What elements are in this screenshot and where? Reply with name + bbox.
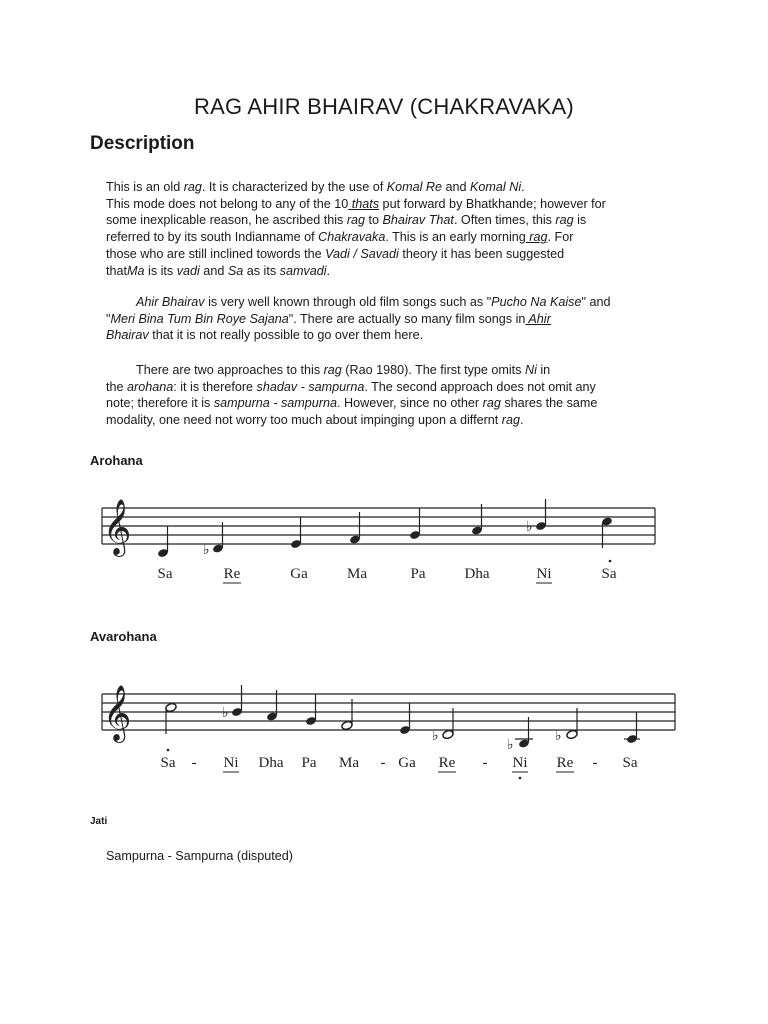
description-heading: Description (90, 133, 195, 154)
arohana-note-ga (290, 517, 302, 549)
svg-text:♭: ♭ (203, 542, 210, 558)
avarohana-note-ni-low (507, 717, 533, 753)
treble-clef-icon: 𝄞 (103, 685, 132, 741)
avarohana-label-re: Re (438, 755, 456, 771)
arohana-staff (85, 482, 680, 594)
arohana-label-sa: Sa (157, 566, 173, 582)
avarohana-label-ga: Ga (398, 755, 416, 771)
avarohana-label-dash-1: - (191, 755, 197, 771)
avarohana-note-sa-low (624, 712, 640, 744)
avarohana-label-re-2: Re (556, 755, 574, 771)
avarohana-label-dash-2: - (380, 755, 386, 771)
svg-text:♭: ♭ (555, 728, 562, 744)
arohana-heading: Arohana (90, 453, 143, 468)
avarohana-note-ga (399, 703, 411, 735)
arohana-label-pa: Pa (410, 566, 426, 582)
svg-text:♭: ♭ (222, 705, 229, 721)
arohana-note-pa (409, 508, 421, 540)
avarohana-heading: Avarohana (90, 629, 157, 644)
treble-clef-icon: 𝄞 (103, 499, 132, 555)
arohana-note-re (203, 522, 224, 558)
arohana-label-ni: Ni (536, 566, 552, 582)
svg-text:♭: ♭ (432, 728, 439, 744)
arohana-label-re: Re (223, 566, 241, 582)
avarohana-label-dash-3: - (482, 755, 488, 771)
avarohana-note-ma (341, 699, 353, 731)
avarohana-staff (85, 672, 680, 784)
jati-heading: Jati (90, 816, 108, 827)
arohana-label-ma: Ma (347, 566, 367, 582)
avarohana-label-pa: Pa (301, 755, 317, 771)
description-paragraph-2: Ahir Bhairav is very well known through old film songs such as "Pucho Na Kaise" and "Meri Bina Tum Bin Roye Sajana". There are actually so many film songs in Ahir Bhairav that it is not really possible to go over them here. (106, 295, 611, 343)
avarohana-label-sa: Sa (160, 755, 176, 771)
avarohana-note-re (432, 708, 454, 744)
arohana-note-sa-high (601, 516, 613, 548)
arohana-label-dha: Dha (464, 566, 490, 582)
avarohana-note-sa-high (165, 702, 177, 734)
arohana-note-sa (157, 526, 169, 558)
avarohana-note-re-2 (555, 708, 578, 744)
jati-value: Sampurna - Sampurna (disputed) (106, 849, 293, 863)
page-title: RAG AHIR BHAIRAV (CHAKRAVAKA) (194, 94, 574, 119)
avarohana-label-ma: Ma (339, 755, 359, 771)
avarohana-label-sa-low: Sa (622, 755, 638, 771)
arohana-label-sa-high: Sa (601, 566, 617, 582)
avarohana-label-ni: Ni (223, 755, 239, 771)
avarohana-label-ni-low: Ni (512, 755, 528, 771)
description-paragraph-1: This is an old rag. It is characterized by the use of Komal Re and Komal Ni. This mode does not belong to any of the 10 thats put forward by Bhatkhande; however for some inexplicable reason, he ascribed this rag to Bhairav That. Often times, this rag is referred to by its south Indianname of Chakravaka. This is an early morning rag. For those who are still inclined towords the Vadi / Savadi theory it has been suggested thatMa is its vadi and Sa as its samvadi. (106, 180, 606, 278)
avarohana-note-pa (305, 694, 317, 726)
description-paragraph-3: There are two approaches to this rag (Rao 1980). The first type omits Ni in the arohana: it is therefore shadav - sampurna. The second approach does not omit any note; therefore it is sampurna - sampurna. However, since no other rag shares the same modality, one need not worry too much about impinging upon a differnt rag. (106, 363, 598, 428)
avarohana-note-dha (266, 690, 278, 722)
arohana-note-dha (471, 504, 483, 536)
arohana-label-ga: Ga (290, 566, 308, 582)
svg-text:♭: ♭ (507, 737, 514, 753)
avarohana-label-dha: Dha (258, 755, 284, 771)
svg-text:♭: ♭ (526, 519, 533, 535)
avarohana-label-dash-4: - (592, 755, 598, 771)
